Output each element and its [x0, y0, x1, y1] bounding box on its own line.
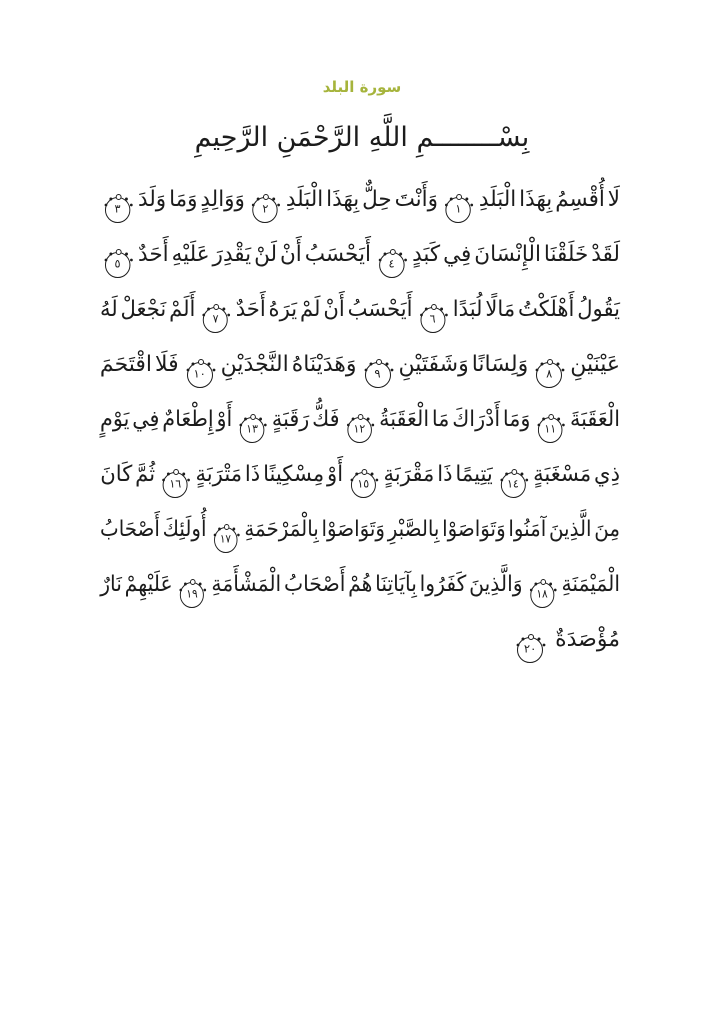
ayah-end-marker: [347, 417, 372, 443]
verse-text: وَمَا أَدْرَاكَ مَا الْعَقَبَةُ: [379, 407, 531, 432]
ayah-number: ٢: [262, 201, 269, 216]
verse-text: عَيْنَيْنِ: [570, 352, 620, 377]
verse-text: لَا أُقْسِمُ بِهَذَا الْبَلَدِ: [478, 187, 620, 212]
quran-line: [99, 337, 620, 392]
ayah-end-marker: [538, 417, 563, 443]
verse-text: أَيَحْسَبُ أَنْ لَمْ يَرَهُ أَحَدٌ: [235, 297, 413, 322]
ayah-number: ٨: [546, 366, 553, 381]
ayah-end-marker: [105, 252, 130, 278]
ayah-number: ١٤: [506, 476, 519, 491]
verse-text: أَوْ إِطْعَامٌ فِي يَوْمٍ: [100, 407, 233, 432]
verse-text: وَالَّذِينَ كَفَرُوا بِآيَاتِنَا هُمْ أَصْحَابُ الْمَشْأَمَةِ: [211, 572, 523, 597]
verse-text: فَكُّ رَقَبَةٍ: [271, 407, 340, 432]
ayah-end-marker: [203, 307, 228, 333]
ayah-number: ٧: [212, 311, 219, 326]
verse-text: أَوْ مِسْكِينًا ذَا مَتْرَبَةٍ: [195, 462, 344, 487]
ayah-end-marker: [379, 252, 404, 278]
ayah-number: ٣: [114, 201, 121, 216]
ayah-number: ١٨: [536, 586, 548, 601]
ayah-end-marker: [500, 472, 525, 498]
ayah-number: ١٣: [246, 421, 258, 436]
ayah-number: ٥: [114, 256, 121, 271]
quran-line: [100, 447, 620, 502]
ayah-end-marker: [163, 472, 188, 498]
quran-line: [100, 557, 620, 612]
quran-line: [104, 612, 620, 667]
verse-text: مُؤْصَدَةٌ: [555, 627, 620, 652]
ayah-number: ٢٠: [523, 641, 537, 656]
ayah-end-marker: [536, 362, 562, 388]
verse-text: ذِي مَسْغَبَةٍ: [533, 462, 620, 487]
verse-text: لَقَدْ خَلَقْنَا الْإِنْسَانَ فِي كَبَدٍ: [412, 242, 620, 267]
verse-text: يَقُولُ أَهْلَكْتُ مَالًا لُبَدًا: [452, 297, 620, 322]
ayah-number: ٤: [388, 256, 395, 271]
ayah-end-marker: [420, 307, 445, 333]
ayah-end-marker: [253, 197, 278, 223]
quran-line: [114, 172, 620, 227]
verse-text: أَيَحْسَبُ أَنْ لَنْ يَقْدِرَ عَلَيْهِ أَحَدٌ: [138, 242, 371, 267]
ayah-number: ١٧: [219, 531, 232, 546]
ayah-end-marker: [214, 527, 237, 553]
verse-text: أُولَئِكَ أَصْحَابُ: [100, 517, 207, 542]
ayah-number: ١٥: [357, 476, 370, 491]
ayah-end-marker: [240, 417, 265, 443]
ayah-end-marker: [105, 197, 130, 223]
verse-text: وَأَنْتَ حِلٌّ بِهَذَا الْبَلَدِ: [285, 187, 438, 212]
verse-text: عَلَيْهِمْ نَارٌ: [100, 572, 173, 597]
ayah-end-marker: [180, 582, 204, 608]
ayah-end-marker: [517, 637, 543, 663]
verse-text: وَهَدَيْنَاهُ النَّجْدَيْنِ: [220, 352, 357, 377]
ayah-number: ١٢: [353, 421, 366, 436]
verse-text: وَلِسَانًا وَشَفَتَيْنِ: [398, 352, 529, 377]
verse-text: ثُمَّ كَانَ: [100, 462, 156, 487]
verse-text: فَلَا اقْتَحَمَ: [99, 352, 179, 377]
verse-text: مِنَ الَّذِينَ آمَنُوا وَتَوَاصَوْا بِالصَّبْرِ وَتَوَاصَوْا بِالْمَرْحَمَةِ: [244, 517, 620, 542]
ayah-end-marker: [365, 362, 391, 388]
surah-title: سورة البلد: [322, 78, 402, 96]
quran-line: [99, 282, 620, 337]
ayah-end-marker: [351, 472, 376, 498]
ayah-number: ١٠: [193, 366, 206, 381]
ayah-number: ٩: [374, 366, 381, 381]
verse-text: أَلَمْ نَجْعَلْ لَهُ: [99, 297, 196, 322]
quran-line: [100, 392, 620, 447]
ayah-number: ١٦: [169, 476, 182, 491]
verse-text: يَتِيمًا ذَا مَقْرَبَةٍ: [383, 462, 493, 487]
ayah-number: ١٩: [186, 586, 198, 601]
ayah-number: ٦: [429, 311, 436, 326]
ayah-number: ١: [455, 201, 462, 216]
quran-text-block: [99, 172, 620, 667]
verse-text: وَوَالِدٍ وَمَا وَلَدَ: [138, 187, 245, 212]
basmala: بِسْــــــــمِ اللَّهِ الرَّحْمَنِ الرَّحِيمِ: [194, 122, 530, 153]
quran-line: [115, 227, 620, 282]
ayah-end-marker: [530, 582, 554, 608]
verse-text: الْمَيْمَنَةِ: [561, 572, 620, 597]
ayah-number: ١١: [544, 421, 557, 436]
ayah-end-marker: [446, 197, 471, 223]
ayah-end-marker: [187, 362, 213, 388]
verse-text: الْعَقَبَةَ: [570, 407, 620, 432]
quran-line: [100, 502, 620, 557]
